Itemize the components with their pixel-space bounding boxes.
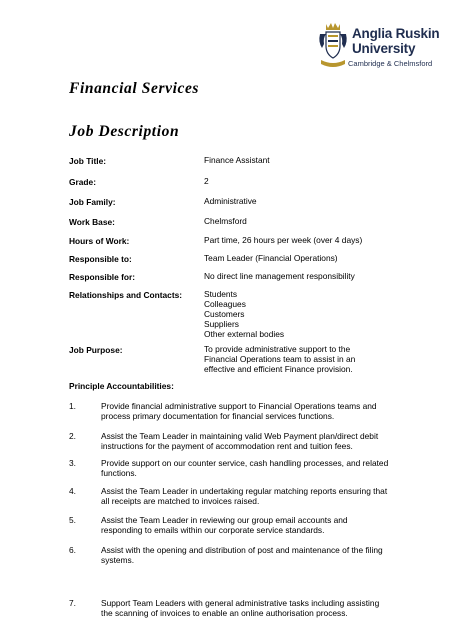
field-label-hours: Hours of Work: bbox=[69, 236, 130, 246]
text-line: To provide administrative support to the bbox=[204, 344, 351, 354]
item-number: 3. bbox=[69, 458, 76, 468]
field-value-responsible-to: Team Leader (Financial Operations) bbox=[204, 253, 338, 263]
item-number: 5. bbox=[69, 515, 76, 525]
text-line: Assist the Team Leader in maintaining valid Web Payment plan/direct debit bbox=[101, 431, 379, 441]
field-value-work-base: Chelmsford bbox=[204, 216, 247, 226]
list-item: Students bbox=[204, 289, 238, 299]
text-line: Assist the Team Leader in reviewing our group email accounts and bbox=[101, 515, 348, 525]
field-label-work-base: Work Base: bbox=[69, 217, 115, 227]
text-line: instructions for the payment of accommodation rent and tuition fees. bbox=[101, 441, 353, 451]
field-label-responsible-for: Responsible for: bbox=[69, 272, 136, 282]
field-value-hours: Part time, 26 hours per week (over 4 days) bbox=[204, 235, 363, 245]
text-line: Financial Operations team to assist in an bbox=[204, 354, 356, 364]
logo-text-line2: University bbox=[352, 41, 416, 56]
text-line: functions. bbox=[101, 468, 137, 478]
field-label-job-family: Job Family: bbox=[69, 197, 116, 207]
item-number: 7. bbox=[69, 598, 76, 608]
text-line: systems. bbox=[101, 555, 135, 565]
field-value-job-family: Administrative bbox=[204, 196, 257, 206]
document-title: Job Description bbox=[69, 123, 180, 140]
list-item: Other external bodies bbox=[204, 329, 285, 339]
field-label-relationships: Relationships and Contacts: bbox=[69, 290, 183, 300]
field-value-job-purpose bbox=[204, 344, 355, 374]
item-number: 1. bbox=[69, 401, 76, 411]
text-line: effective and efficient Finance provision. bbox=[204, 364, 353, 374]
department-heading: Financial Services bbox=[69, 80, 200, 97]
text-line: Assist with the opening and distribution of post and maintenance of the filing bbox=[101, 545, 383, 555]
field-label-job-purpose: Job Purpose: bbox=[69, 345, 123, 355]
text-line: Assist the Team Leader in undertaking regular matching reports ensuring that bbox=[101, 486, 388, 496]
text-line: Support Team Leaders with general administrative tasks including assisting bbox=[101, 598, 380, 608]
field-value-relationships bbox=[204, 289, 284, 339]
item-number: 4. bbox=[69, 486, 76, 496]
text-line: process primary documentation for financial services functions. bbox=[101, 411, 335, 421]
field-value-job-title: Finance Assistant bbox=[204, 155, 270, 165]
accountabilities-heading: Principle Accountabilities: bbox=[69, 381, 174, 391]
text-line: responding to emails within our corporate service standards. bbox=[101, 525, 325, 535]
field-value-responsible-for: No direct line management responsibility bbox=[204, 271, 355, 281]
item-number: 6. bbox=[69, 545, 76, 555]
item-number: 2. bbox=[69, 431, 76, 441]
text-line: Provide support on our counter service, cash handling processes, and related bbox=[101, 458, 389, 468]
crest-icon bbox=[318, 22, 348, 68]
field-label-job-title: Job Title: bbox=[69, 156, 107, 166]
list-item: Colleagues bbox=[204, 299, 246, 309]
university-logo bbox=[318, 22, 442, 70]
text-line: all receipts are matched to invoices raised. bbox=[101, 496, 260, 506]
logo-text-line1: Anglia Ruskin bbox=[352, 26, 440, 41]
field-label-grade: Grade: bbox=[69, 177, 96, 187]
text-line: Provide financial administrative support to Financial Operations teams and bbox=[101, 401, 377, 411]
field-value-grade: 2 bbox=[204, 176, 209, 186]
list-item: Suppliers bbox=[204, 319, 239, 329]
field-label-responsible-to: Responsible to: bbox=[69, 254, 132, 264]
logo-text-campus: Cambridge & Chelmsford bbox=[348, 59, 433, 68]
text-line: the scanning of invoices to enable an online authorisation process. bbox=[101, 608, 348, 618]
list-item: Customers bbox=[204, 309, 245, 319]
